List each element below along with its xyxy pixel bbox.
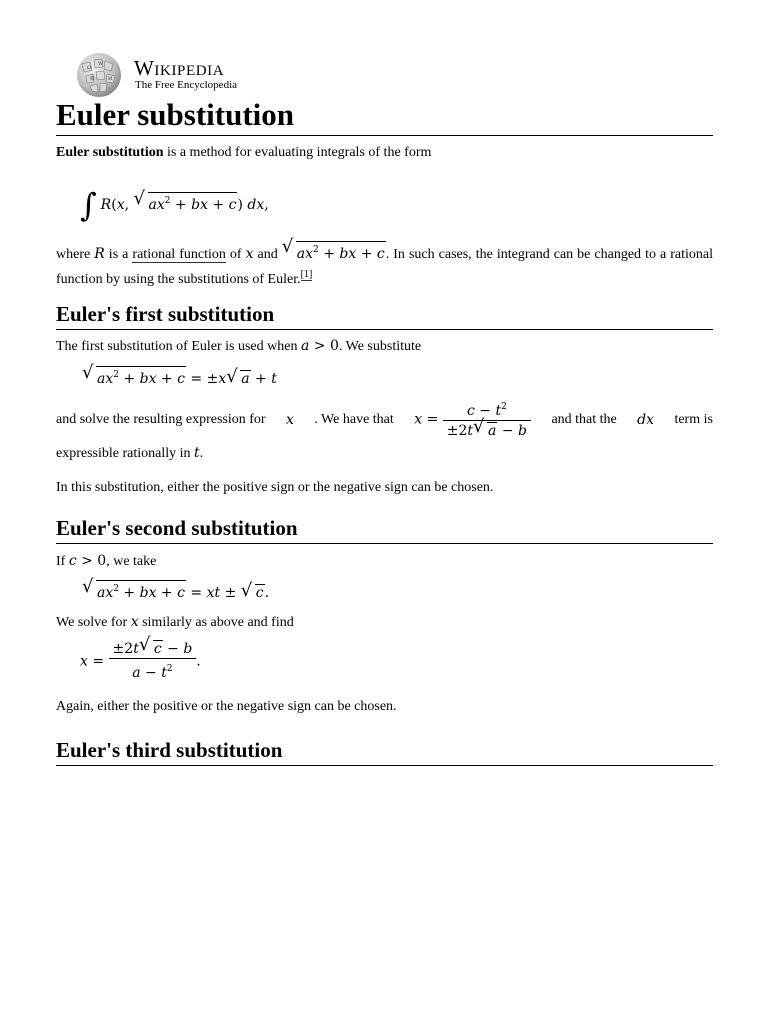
intro-text: is a method for evaluating integrals of the form <box>163 145 432 160</box>
math-c-gt-0: c <box>68 553 77 569</box>
second-sub-paragraph-3: Again, either the positive or the negative sign can be chosen. <box>56 699 397 714</box>
page-title: Euler substitution <box>56 95 713 136</box>
of-text: of <box>225 247 246 262</box>
svg-text:維: 維 <box>90 76 96 82</box>
first-sub-paragraph-3 <box>56 443 713 464</box>
second-sub-paragraph-1: If c > 0, we take <box>56 553 157 569</box>
wikipedia-tagline: The Free Encyclopedia <box>135 79 238 91</box>
math-sqrt-quadratic: √ $ax^2$ + bx + c <box>281 236 385 262</box>
rational-function-link[interactable]: rational function <box>132 247 226 262</box>
math-t: t <box>194 445 200 461</box>
first-sub-paragraph-4: In this substitution, either the positive sign or the negative sign can be chosen. <box>56 480 494 495</box>
first-p3-b: . <box>199 446 204 461</box>
wikipedia-wordmark: Wikipedia <box>134 56 225 80</box>
reference-1-link[interactable]: [1] <box>300 269 313 280</box>
second-p1-b: , we take <box>106 554 157 569</box>
first-sub-paragraph-2 <box>56 398 713 441</box>
math-R: R <box>94 246 105 262</box>
intro-where-paragraph <box>56 236 713 290</box>
first-x-fraction: x = $c - t^2$ ±2t √ a − b <box>414 398 531 441</box>
first-p1-end: . We substitute <box>338 339 422 354</box>
svg-text:И: И <box>108 76 113 82</box>
math-x: x <box>245 246 254 262</box>
second-sub-paragraph-2 <box>56 612 713 633</box>
math-a-gt-0: a <box>300 338 310 354</box>
where-text: where <box>56 247 95 262</box>
heading-third-substitution: Euler's third substitution <box>56 735 713 766</box>
first-sub-paragraph-1: The first substitution of Euler is used when a > 0. We substitute <box>56 338 422 354</box>
first-substitution-formula: √ $ax^2$ + bx + c = ±x √ a + t <box>82 362 277 387</box>
first-p2-a: and solve the resulting expression for <box>56 411 266 427</box>
intro-bold-term: Euler substitution <box>56 145 164 160</box>
svg-text:W: W <box>98 61 104 67</box>
heading-second-substitution: Euler's second substitution <box>56 513 713 544</box>
second-substitution-formula: √ $ax^2$ + bx + c = xt ± √ c. <box>82 576 270 601</box>
math-x: x <box>130 614 139 630</box>
first-p2-b: . We have that <box>314 411 394 427</box>
first-p3-a: expressible rationally in <box>56 446 195 461</box>
math-dx: dx <box>637 411 655 428</box>
svg-text:Ω: Ω <box>87 65 92 71</box>
integral-formula: ∫ R(x, √ $ax^2$ + bx + c) dx, <box>80 186 269 224</box>
intro-paragraph <box>56 143 713 163</box>
first-p2-d: term is <box>674 411 713 427</box>
second-p1-a: If <box>56 554 69 569</box>
wikipedia-globe-icon <box>74 52 124 98</box>
second-p2-b: similarly as above and find <box>138 615 294 630</box>
second-x-fraction: x = ±2t √ c − b $a - t^2$ . <box>80 634 201 681</box>
first-p2-c: and that the <box>551 411 617 427</box>
first-p1-text: The first substitution of Euler is used when <box>56 339 301 354</box>
math-x: x <box>285 411 294 428</box>
heading-first-substitution: Euler's first substitution <box>56 299 713 330</box>
is-a-text: is a <box>104 247 133 262</box>
and-text: and <box>253 247 282 262</box>
intro-rest-text: . In such cases, the integrand can be changed to a rational function by using the substitutions of Euler. <box>56 247 713 287</box>
second-p2-a: We solve for <box>56 615 131 630</box>
